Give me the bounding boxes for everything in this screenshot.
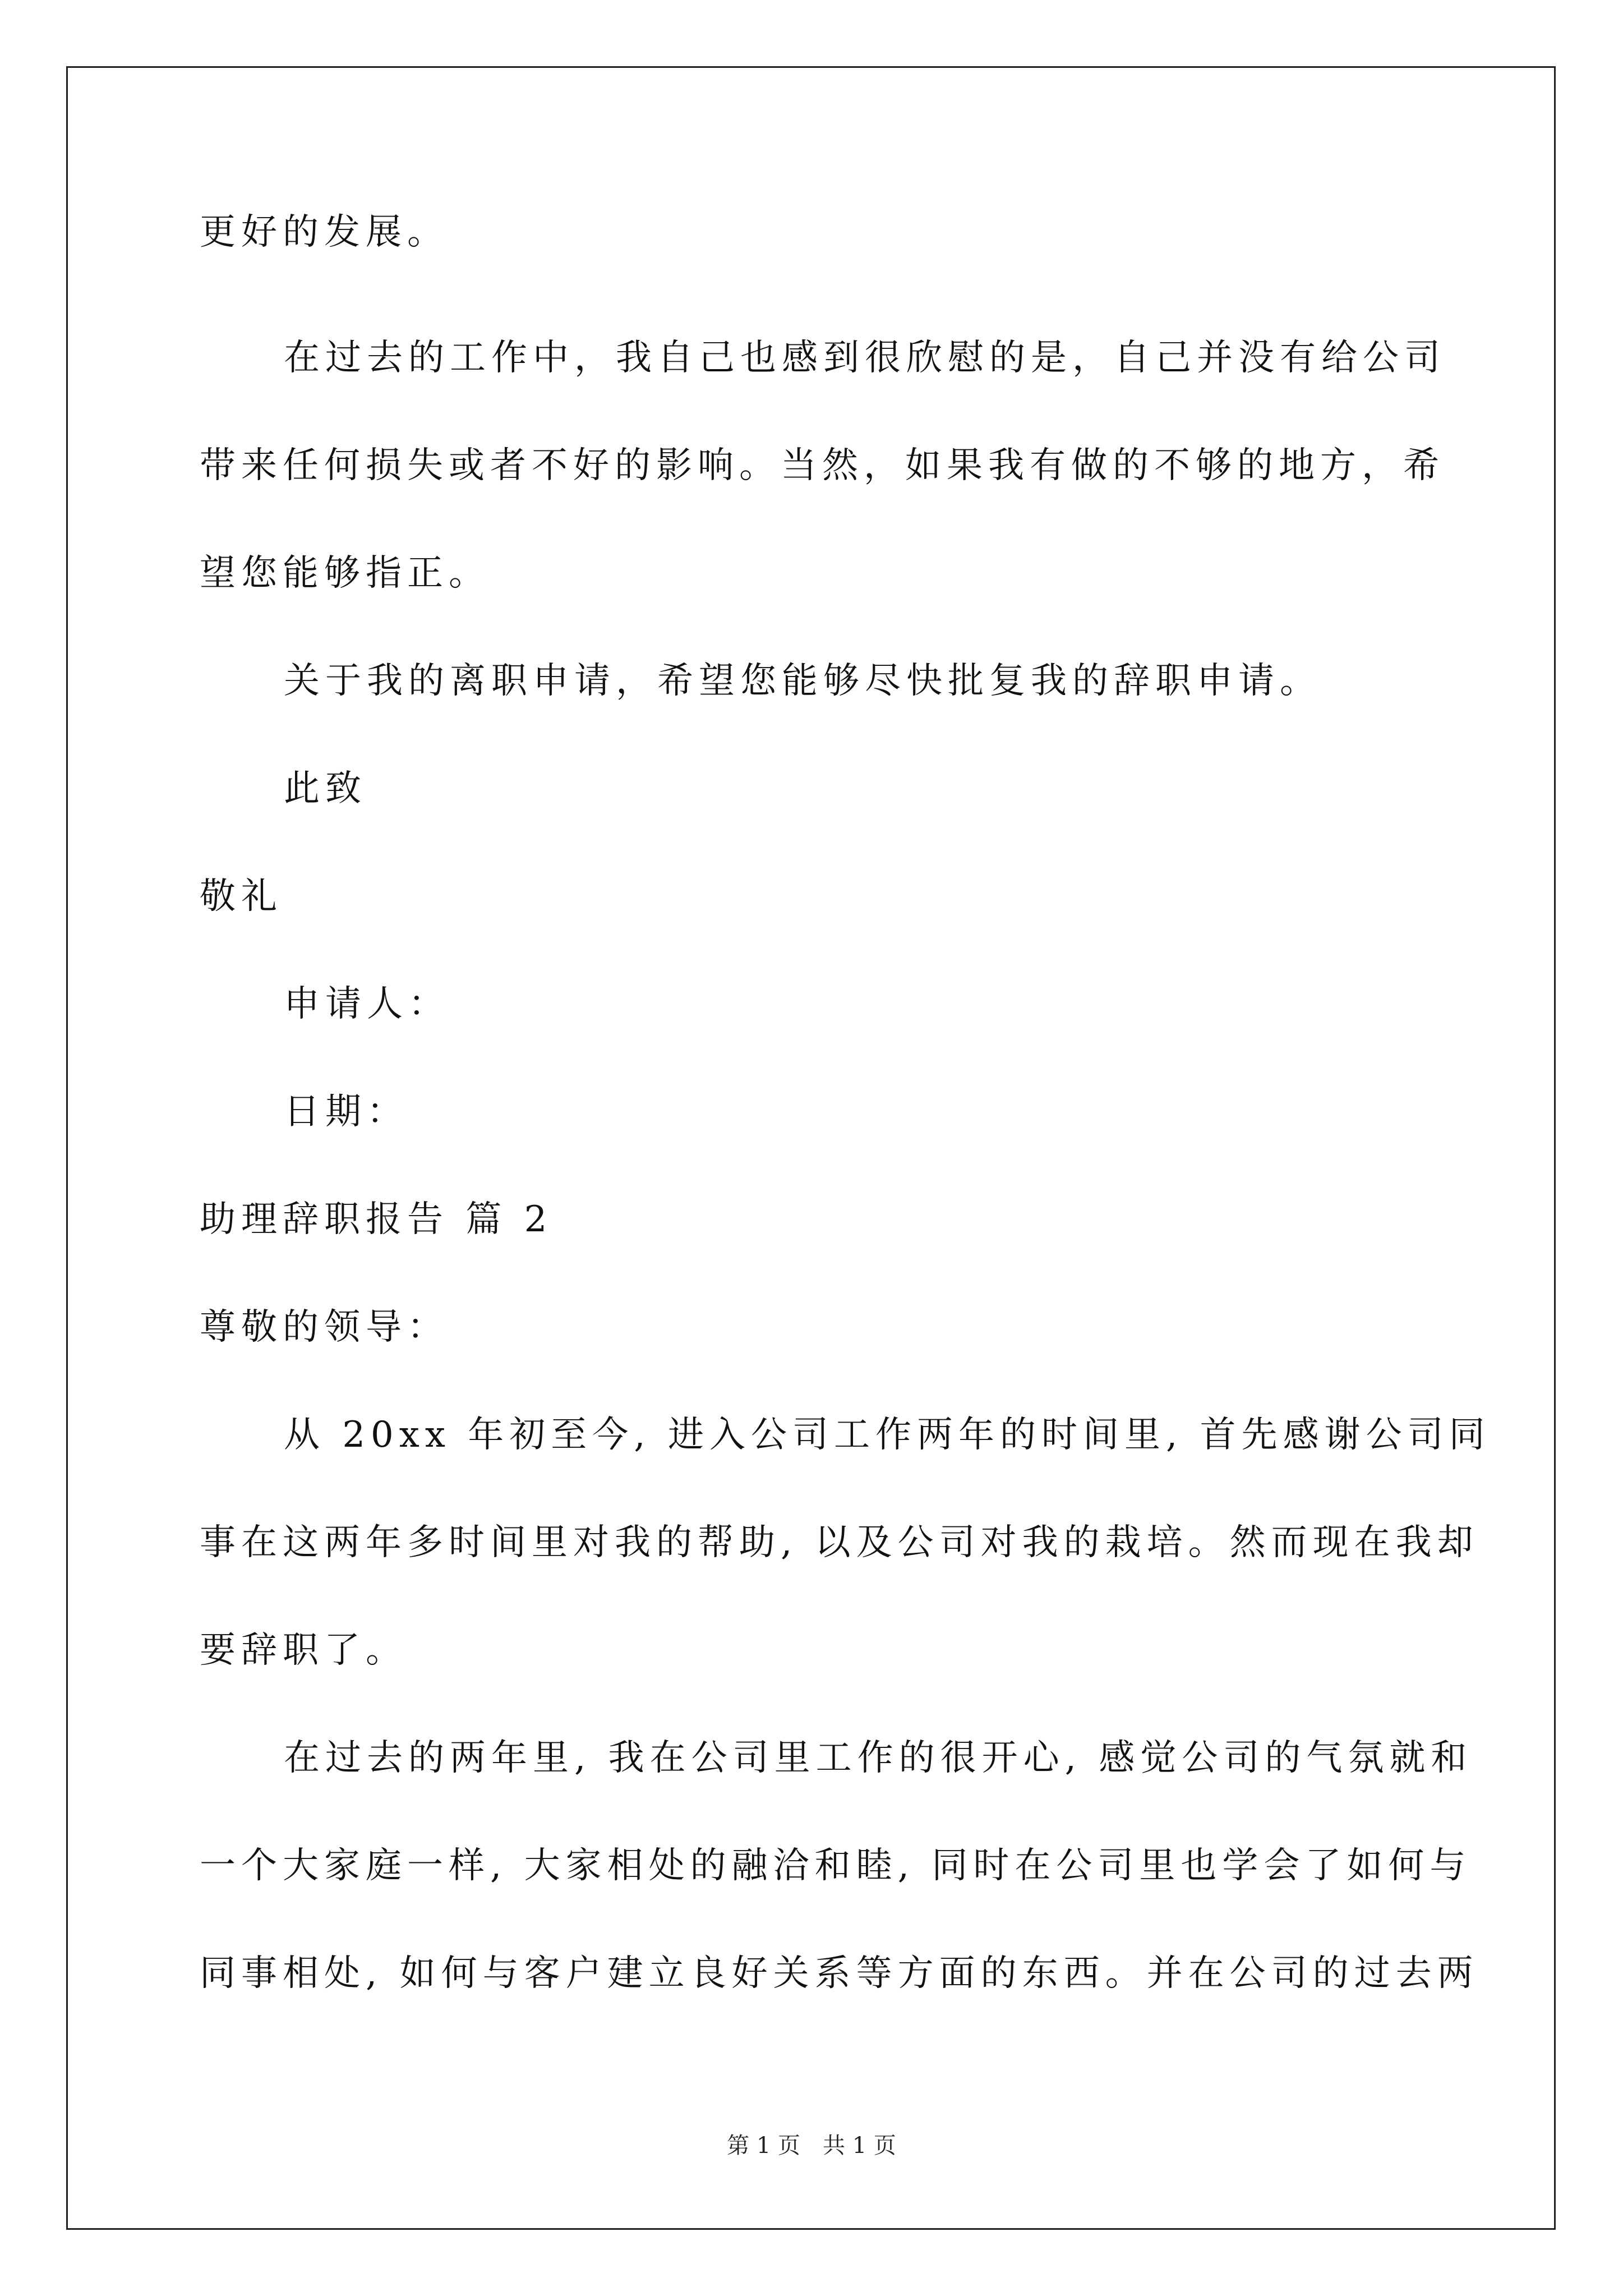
paragraph-line: 在过去的两年里, 我在公司里工作的很开心, 感觉公司的气氛就和 [284,1737,1473,1779]
paragraph-line: 关于我的离职申请，希望您能够尽快批复我的辞职申请。 [284,660,1321,702]
greeting: 尊敬的领导： [200,1306,449,1348]
closing-regards: 敬礼 [200,876,283,917]
section-heading: 助理辞职报告 篇 2 [200,1199,553,1240]
paragraph-line: 在过去的工作中，我自己也感到很欣慰的是，自己并没有给公司 [284,337,1446,379]
closing-salutation: 此致 [284,768,367,809]
paragraph-line: 从 20xx 年初至今, 进入公司工作两年的时间里, 首先感谢公司同 [284,1414,1491,1456]
paragraph-line: 事在这两年多时间里对我的帮助, 以及公司对我的栽培。然而现在我却 [200,1522,1479,1563]
paragraph-line: 带来任何损失或者不好的影响。当然，如果我有做的不够的地方，希 [200,445,1445,486]
paragraph-line: 同事相处, 如何与客户建立良好关系等方面的东西。并在公司的过去两 [200,1953,1479,1994]
paragraph-line: 更好的发展。 [200,211,449,253]
paragraph-line: 一个大家庭一样, 大家相处的融洽和睦, 同时在公司里也学会了如何与 [200,1845,1472,1887]
applicant-label: 申请人： [284,983,450,1025]
date-label: 日期： [284,1091,408,1133]
paragraph-line: 要辞职了。 [200,1630,407,1671]
page-footer: 第 1 页 共 1 页 [727,2133,896,2159]
paragraph-line: 望您能够指正。 [200,553,490,594]
page-border [66,66,1556,2230]
